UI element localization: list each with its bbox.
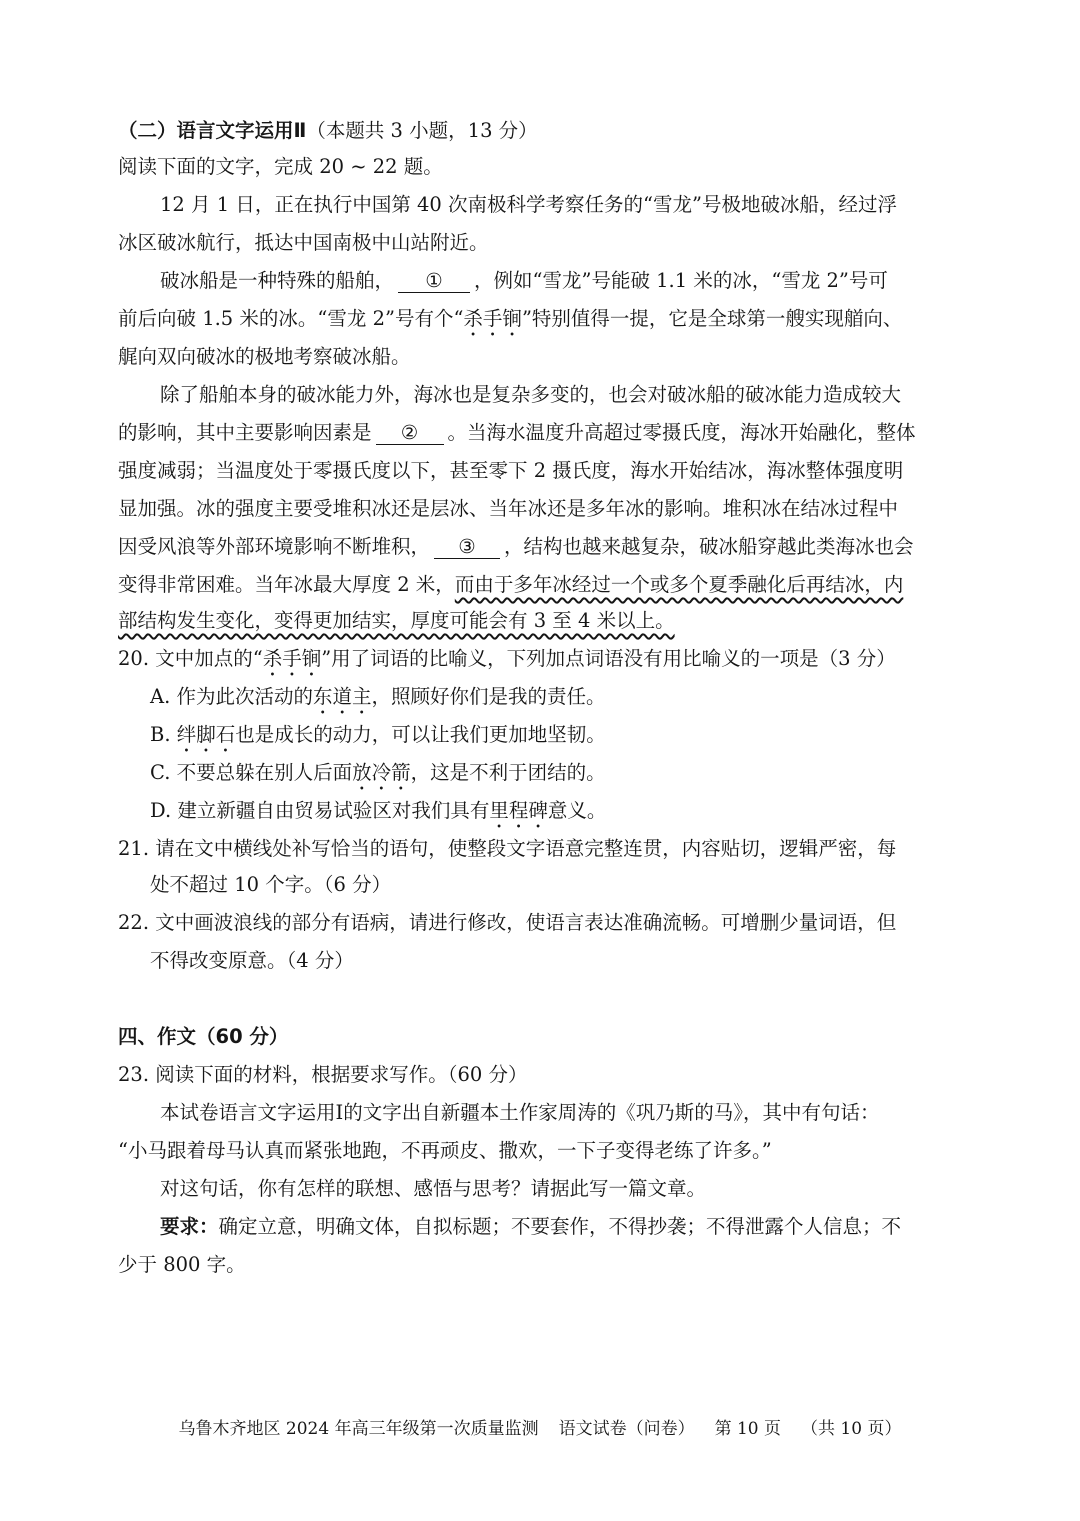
option-b [150, 720, 606, 757]
passage-text: 破冰船是一种特殊的船舶， [160, 269, 395, 292]
section-4-heading: 四、作文（60 分） [118, 1025, 289, 1048]
question-21-line: 21. 请在文中横线处补写恰当的语句，使整段文字语意完整连贯，内容贴切，逻辑严密，每 [118, 837, 897, 860]
passage-line: 艉向双向破冰的极地考察破冰船。 [118, 345, 411, 368]
question-20-stem [118, 644, 896, 681]
answer-blank-2: ② [376, 422, 444, 445]
passage-text: 前后向破 1.5 米的冰。“雪龙 2”号有个“ [118, 307, 464, 330]
answer-blank-1: ① [398, 270, 470, 293]
question-23-stem: 23. 阅读下面的材料，根据要求写作。（60 分） [118, 1063, 528, 1086]
passage-line [160, 266, 888, 296]
passage-text: 的影响，其中主要影响因素是 [118, 421, 372, 444]
passage-line: 强度减弱；当温度处于零摄氏度以下，甚至零下 2 摄氏度，海水开始结冰，海冰整体强度明 [118, 459, 904, 482]
wavy-underlined-text: 而由于多年冰经过一个或多个夏季融化后再结冰，内 [454, 573, 904, 596]
question-text: ”用了词语的比喻义，下列加点词语没有用比喻义的一项是（3 分） [321, 647, 896, 670]
material-line: 对这句话，你有怎样的联想、感悟与思考？请据此写一篇文章。 [160, 1177, 707, 1200]
passage-line: 显加强。冰的强度主要受堆积冰还是层冰、当年冰还是多年冰的影响。堆积冰在结冰过程中 [118, 497, 899, 520]
passage-text: 。当海水温度升高超过零摄氏度，海冰开始融化，整体 [447, 421, 916, 444]
footer-page-number: 第 10 页 [714, 1419, 782, 1439]
section-2-heading [118, 116, 538, 146]
question-22-line: 22. 文中画波浪线的部分有语病，请进行修改，使语言表达准确流畅。可增删少量词语，但 [118, 911, 897, 934]
wavy-underlined-text: 部结构发生变化，变得更加结实，厚度可能会有 3 至 4 米以上。 [118, 609, 675, 632]
passage-line [118, 570, 903, 600]
passage-line [118, 304, 902, 341]
question-21-line: 处不超过 10 个字。（6 分） [150, 873, 392, 896]
passage-text: 变得非常困难。当年冰最大厚度 2 米， [118, 573, 455, 596]
answer-blank-3: ③ [434, 536, 500, 559]
footer-exam-name: 乌鲁木齐地区 2024 年高三年级第一次质量监测 [178, 1419, 539, 1439]
option-d [150, 796, 606, 833]
option-text: ，这是不利于团结的。 [410, 761, 606, 784]
section-2-instruction: 阅读下面的文字，完成 20 ~ 22 题。 [118, 155, 443, 178]
option-text: D. 建立新疆自由贸易试验区对我们具有 [150, 799, 490, 822]
passage-line: 冰区破冰航行，抵达中国南极中山站附近。 [118, 231, 489, 254]
footer-total-pages: （共 10 页） [801, 1419, 902, 1439]
passage-line: 12 月 1 日，正在执行中国第 40 次南极科学考察任务的“雪龙”号极地破冰船，经过浮 [160, 193, 897, 216]
option-text: ，照顾好你们是我的责任。 [371, 685, 606, 708]
dotted-term: 杀手锏 [262, 647, 322, 670]
dotted-term: 放冷箭 [352, 761, 411, 784]
requirements-label: 要求： [160, 1215, 219, 1238]
dotted-term: 里程碑 [489, 799, 548, 822]
option-a [150, 682, 606, 719]
passage-text: ”特别值得一提，它是全球第一艘实现艏向、 [521, 307, 903, 330]
option-text: 意义。 [547, 799, 607, 822]
option-c [150, 758, 606, 795]
page-footer [0, 1416, 1080, 1442]
passage-text: 因受风浪等外部环境影响不断堆积， [118, 535, 431, 558]
material-line: 本试卷语言文字运用Ⅰ的文字出自新疆本土作家周涛的《巩乃斯的马》，其中有句话： [160, 1101, 880, 1124]
section-2-title: （二）语言文字运用Ⅱ [118, 119, 307, 142]
option-text: C. 不要总躲在别人后面 [150, 761, 353, 784]
requirements-line [160, 1212, 901, 1242]
dotted-term: 绊脚石 [176, 723, 236, 746]
dotted-term: 杀手锏 [463, 307, 522, 330]
material-quote: “小马跟着母马认真而紧张地跑，不再顽皮、撒欢，一下子变得老练了许多。” [118, 1139, 772, 1162]
passage-line [118, 606, 675, 636]
option-text: A. 作为此次活动的 [150, 685, 313, 708]
passage-text: ，结构也越来越复杂，破冰船穿越此类海冰也会 [504, 535, 914, 558]
footer-paper-name: 语文试卷（问卷） [558, 1419, 695, 1439]
passage-line [118, 418, 916, 448]
passage-line [118, 532, 914, 562]
option-text: 也是成长的动力，可以让我们更加地坚韧。 [235, 723, 606, 746]
requirements-line: 少于 800 字。 [118, 1253, 246, 1276]
question-22-line: 不得改变原意。（4 分） [150, 949, 354, 972]
dotted-term: 东道主 [312, 685, 372, 708]
section-2-note: （本题共 3 小题，13 分） [306, 119, 538, 142]
passage-line: 除了船舶本身的破冰能力外，海冰也是复杂多变的，也会对破冰船的破冰能力造成较大 [160, 383, 902, 406]
requirements-text: 确定立意，明确文体，自拟标题；不要套作，不得抄袭；不得泄露个人信息；不 [218, 1215, 902, 1238]
option-text: B. [150, 723, 177, 746]
question-text: 20. 文中加点的“ [118, 647, 263, 670]
passage-text: ，例如“雪龙”号能破 1.1 米的冰，“雪龙 2”号可 [474, 269, 888, 292]
